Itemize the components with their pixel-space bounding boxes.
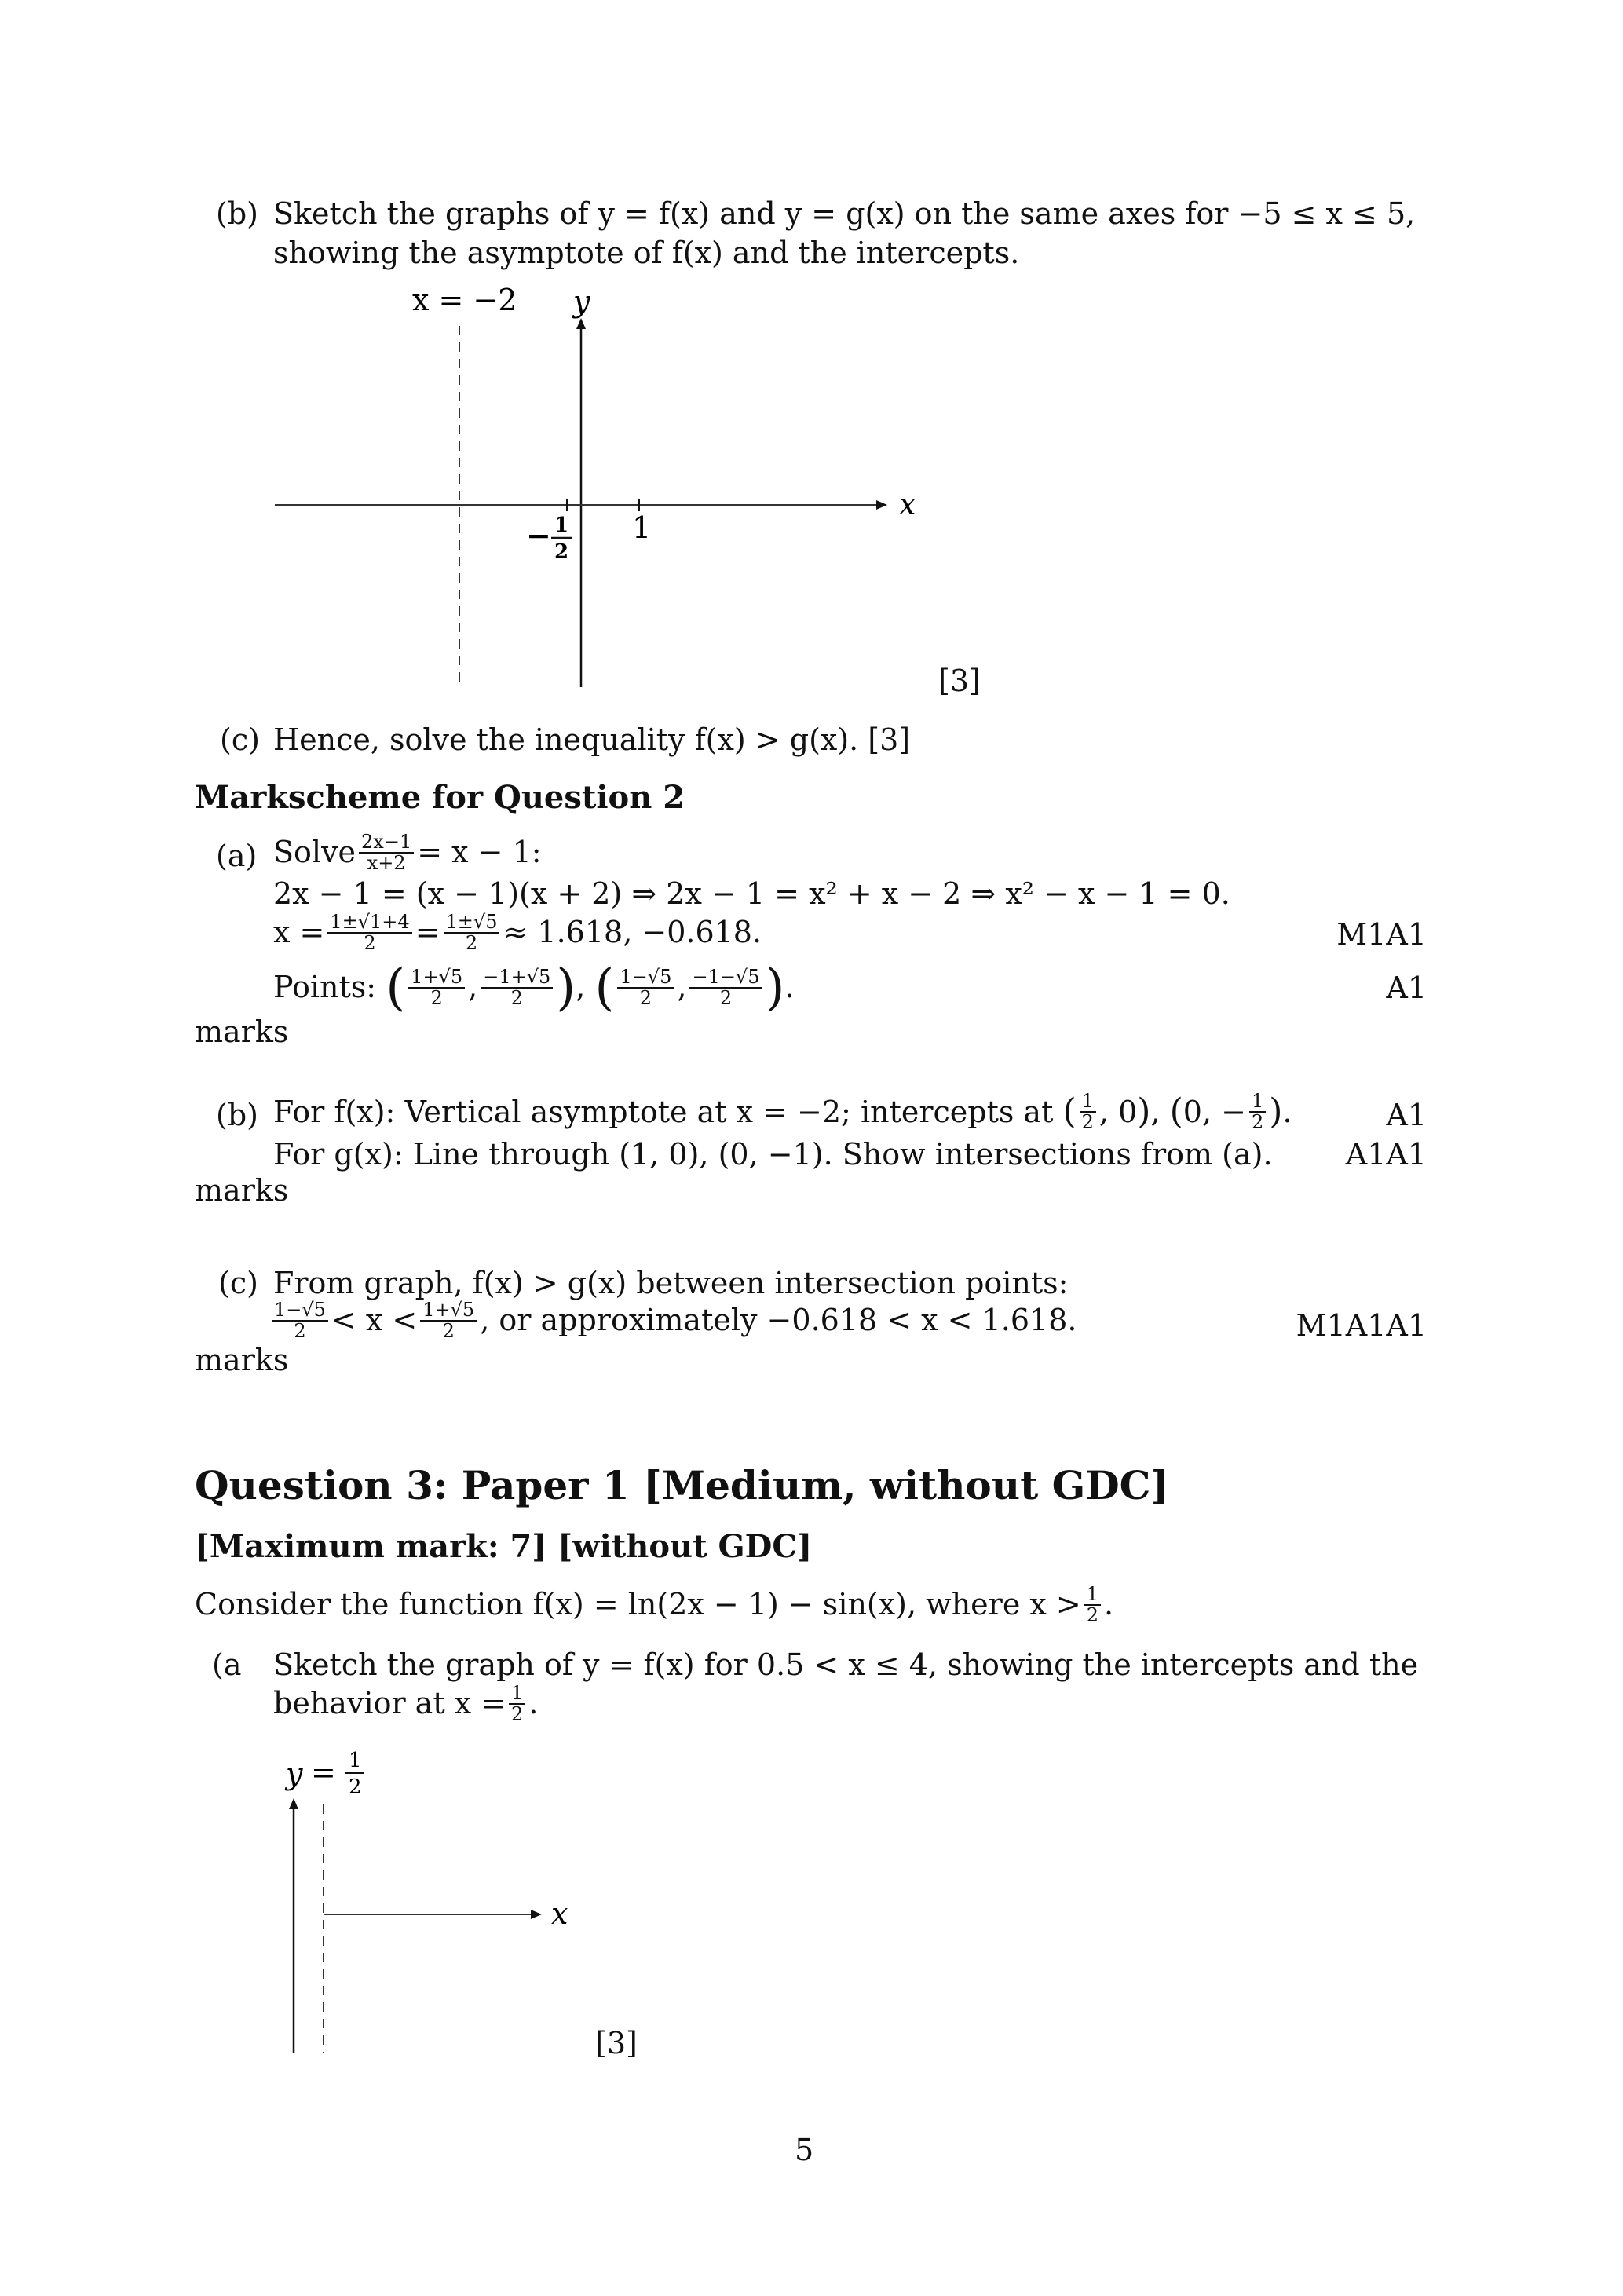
- asymptote-label: x = −2: [412, 283, 517, 317]
- ms-a-line2: 2x − 1 = (x − 1)(x + 2) ⇒ 2x − 1 = x² + x − 2 ⇒ x² − x − 1 = 0.: [273, 876, 1230, 911]
- ms-c-marks-word: marks: [195, 1343, 289, 1377]
- x-axis-arrow: [876, 500, 887, 510]
- ms-b-marks-word: marks: [195, 1173, 289, 1208]
- ms-b-line2: For g(x): Line through (1, 0), (0, −1). Show intersections from (a).: [273, 1137, 1273, 1172]
- q3a-graph: [267, 1735, 628, 2065]
- tick-neg-half-den: 2: [554, 540, 569, 564]
- ms-b-line2-mark: A1A1: [1345, 1137, 1427, 1172]
- y-axis-label: y: [573, 284, 590, 319]
- ms-a-marks-word: marks: [195, 1015, 289, 1049]
- q3-x-axis-label: x: [551, 1896, 568, 1931]
- graph-y-label: y: [286, 1757, 303, 1791]
- ms-a-points: Points: ( $\frac{1+√5}{2}$ , $\frac{-1+√5}{2}$ ) , ( $\frac{1-√5}{2}$ , $\frac{-1-√5}{2}$ ) .: [273, 959, 795, 1017]
- graph-eq-label: =: [311, 1755, 336, 1790]
- ms-c-line2: $\frac{1-√5}{2}$ < x < $\frac{1+√5}{2}$ , or approximately −0.618 < x < 1.618.: [269, 1300, 1077, 1341]
- graph-half-num: 1: [349, 1749, 362, 1772]
- tick-one-label: 1: [632, 510, 652, 545]
- tick-neg-half-num: 1: [554, 514, 569, 537]
- y-axis-arrow: [576, 318, 586, 329]
- q3a-line1: Sketch the graph of y = f(x) for 0.5 < x ≤ 4, showing the intercepts and the: [273, 1647, 1419, 1682]
- ms-a-line3: x = $\frac{1\pm√1+4}{2}$ = $\frac{1\pm√5}{2}$ ≈ 1.618, −0.618.: [273, 911, 762, 955]
- markscheme-heading: Markscheme for Question 2: [195, 779, 685, 816]
- q2b-graph: [259, 279, 966, 703]
- ms-b-label: (b): [216, 1098, 258, 1132]
- ms-a-line1: Solve $\frac{2x-1}{x+2}$ = x − 1:: [273, 831, 542, 875]
- q3a-line2: behavior at x = $\frac{1}{2}$ .: [273, 1682, 539, 1726]
- q3a-label: (a: [212, 1647, 242, 1682]
- q2b-label: (b): [216, 196, 258, 231]
- q2b-marks: [3]: [938, 664, 981, 698]
- x-axis-label: x: [899, 487, 916, 521]
- q3-y-axis-arrow: [289, 1798, 298, 1809]
- ms-a-label: (a): [216, 839, 258, 873]
- ms-a-line3-mark: M1A1: [1336, 917, 1427, 952]
- ms-c-line2-mark: M1A1A1: [1296, 1308, 1427, 1343]
- ms-b-line1: For f(x): Vertical asymptote at x = −2; intercepts at ( $\frac{1}{2}$ , 0 ) , ( 0, − $\frac{1}{2}$ ) .: [273, 1090, 1292, 1134]
- graph-half-den: 2: [349, 1775, 362, 1799]
- ms-a-points-mark: A1: [1386, 971, 1427, 1005]
- ms-c-label: (c): [218, 1266, 258, 1300]
- page-number: 5: [795, 2133, 814, 2167]
- q2b-line2: showing the asymptote of f(x) and the intercepts.: [273, 236, 1020, 270]
- q2b-line1: Sketch the graphs of y = f(x) and y = g(x) on the same axes for −5 ≤ x ≤ 5,: [273, 196, 1416, 231]
- q2c-label: (c): [220, 722, 260, 757]
- q3-heading: Question 3: Paper 1 [Medium, without GDC]: [195, 1462, 1170, 1508]
- q3a-marks: [3]: [595, 2026, 638, 2060]
- q3-max-mark: [Maximum mark: 7] [without GDC]: [195, 1528, 813, 1565]
- q3-x-axis-arrow: [531, 1910, 542, 1919]
- ms-b-line1-mark: A1: [1386, 1098, 1427, 1132]
- q3-intro: Consider the function f(x) = ln(2x − 1) − sin(x), where x > $\frac{1}{2}$ .: [195, 1583, 1114, 1627]
- q2c-text: Hence, solve the inequality f(x) > g(x). [3]: [273, 722, 911, 757]
- ms-c-line1: From graph, f(x) > g(x) between intersection points:: [273, 1266, 1069, 1300]
- tick-neg-sign: −: [526, 517, 551, 553]
